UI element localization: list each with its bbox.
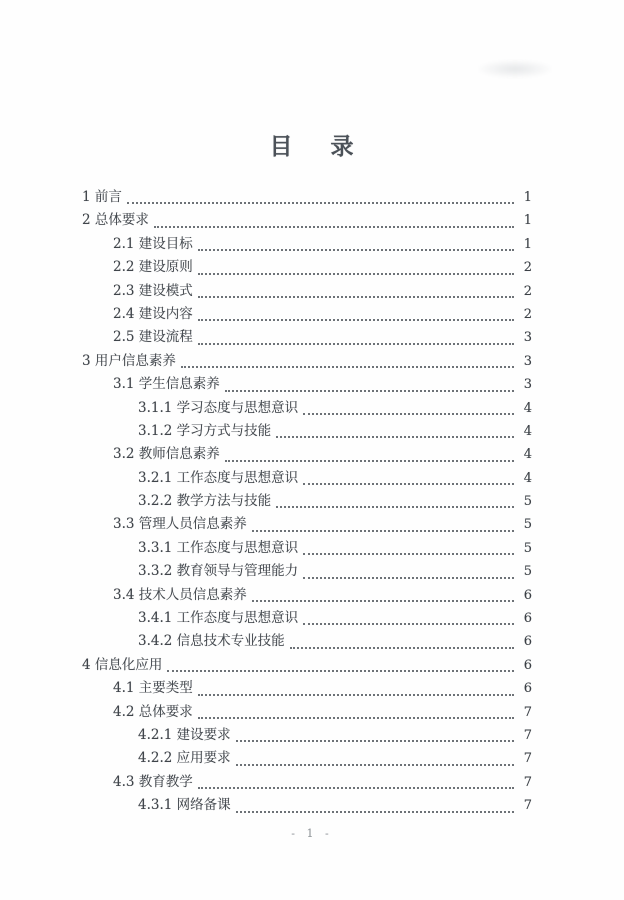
toc-entry [82,607,532,630]
dotted-leader [193,303,520,326]
toc-entry [82,584,532,607]
dotted-leader [298,537,520,560]
dotted-leader [247,513,520,536]
toc-entry-page: 7 [523,798,532,814]
dotted-leader [271,490,520,513]
toc-entry-label: 3.1.2 学习方式与技能 [138,422,272,439]
toc-entry [82,654,532,677]
toc-entry-page: 6 [523,611,532,627]
dotted-leader [271,420,520,443]
toc-entry-label: 3.1 学生信息素养 [113,376,220,393]
toc-entry-page: 7 [523,774,532,790]
toc-entry-page: 6 [523,681,532,697]
toc-entry [82,560,532,583]
toc-entry-page: 7 [523,727,532,743]
toc-entry-label: 3.3.2 教育领导与管理能力 [138,563,299,580]
toc-entry [82,467,532,490]
toc-entry [82,256,532,279]
toc-entry-label: 4 信息化应用 [82,656,163,673]
toc-entry [82,233,532,256]
dotted-leader [193,326,520,349]
toc-entry-label: 2.1 建设目标 [113,235,193,252]
toc-entry [82,280,532,303]
toc-entry [82,373,532,396]
dotted-leader [247,584,520,607]
scan-smudge [478,60,552,78]
dotted-leader [122,186,520,209]
toc-entry [82,701,532,724]
toc-entry [82,677,532,700]
toc-entry-label: 2 总体要求 [82,212,149,229]
toc-entry-label: 4.2 总体要求 [113,703,193,720]
page-number-footer: - 1 - [291,827,333,840]
toc-entry-page: 1 [523,236,532,252]
toc-entry-label: 3.1.1 学习态度与思想意识 [138,399,299,416]
dotted-leader [193,233,520,256]
dotted-leader [298,467,520,490]
toc-entry-page: 4 [523,447,532,463]
toc-entry [82,303,532,326]
toc-entry [82,537,532,560]
toc-entry [82,630,532,653]
toc-entry-page: 5 [523,494,532,510]
toc-entry-label: 4.1 主要类型 [113,680,193,697]
toc-entry [82,771,532,794]
toc-entry [82,397,532,420]
dotted-leader [298,397,520,420]
toc-entry-label: 3.4.2 信息技术专业技能 [138,633,285,650]
toc-entry-page: 3 [523,377,532,393]
toc-entry [82,209,532,232]
toc-entry-label: 2.2 建设原则 [113,259,193,276]
toc-entry-page: 6 [523,657,532,673]
toc-entry-label: 3 用户信息素养 [82,352,176,369]
toc-entry-label: 4.3 教育教学 [113,773,193,790]
dotted-leader [193,771,520,794]
toc-entry-label: 1 前言 [82,189,122,205]
page-title: 目 录 [269,133,355,160]
dotted-leader [220,373,520,396]
dotted-leader [298,607,520,630]
toc-entry-label: 3.4.1 工作态度与思想意识 [138,610,299,627]
toc-entry-page: 7 [523,704,532,720]
toc-entry-label: 2.4 建设内容 [113,305,193,322]
toc-entry [82,490,532,513]
toc-entry [82,186,532,209]
toc-entry [82,724,532,747]
toc-entry-page: 6 [523,587,532,603]
toc-entry-label: 3.4 技术人员信息素养 [113,586,247,603]
toc-entry [82,350,532,373]
toc-entry-label: 2.5 建设流程 [113,329,193,346]
toc-entry-page: 5 [523,517,532,533]
toc-entry-page: 2 [523,283,532,299]
toc-entry [82,326,532,349]
toc-entry-page: 1 [523,213,532,229]
dotted-leader [193,677,520,700]
dotted-leader [193,701,520,724]
toc-entry [82,420,532,443]
dotted-leader [193,256,520,279]
toc-entry-page: 3 [523,330,532,346]
toc-entry-page: 3 [523,353,532,369]
toc-entry-page: 7 [523,751,532,767]
toc-entry-page: 4 [523,400,532,416]
toc-entry [82,794,532,817]
toc-entry-page: 1 [523,190,532,205]
toc-entry-label: 3.2 教师信息素养 [113,446,220,463]
toc-entry-label: 4.2.2 应用要求 [138,750,231,767]
dotted-leader [176,350,520,373]
toc-entry-page: 2 [523,306,532,322]
dotted-leader [149,209,520,232]
toc-entry-page: 6 [523,634,532,650]
dotted-leader [231,794,520,817]
toc-entry [82,747,532,770]
toc-entry-label: 2.3 建设模式 [113,282,193,299]
toc-entry-label: 4.3.1 网络备课 [138,797,231,814]
toc-entry-page: 2 [523,260,532,276]
toc-entry-label: 3.3 管理人员信息素养 [113,516,247,533]
dotted-leader [298,560,520,583]
toc-entry-label: 3.2.2 教学方法与技能 [138,493,272,510]
toc-entry-label: 4.2.1 建设要求 [138,726,231,743]
dotted-leader [231,747,520,770]
toc-entry-label: 3.3.1 工作态度与思想意识 [138,539,299,556]
toc-entry-page: 4 [523,470,532,486]
dotted-leader [285,630,520,653]
toc-entry [82,513,532,536]
toc-entry-page: 4 [523,423,532,439]
dotted-leader [231,724,520,747]
toc-list [82,186,532,818]
dotted-leader [162,654,520,677]
dotted-leader [193,280,520,303]
toc-entry-page: 5 [523,564,532,580]
toc-entry-label: 3.2.1 工作态度与思想意识 [138,469,299,486]
toc-entry-page: 5 [523,540,532,556]
dotted-leader [220,443,520,466]
toc-entry [82,443,532,466]
